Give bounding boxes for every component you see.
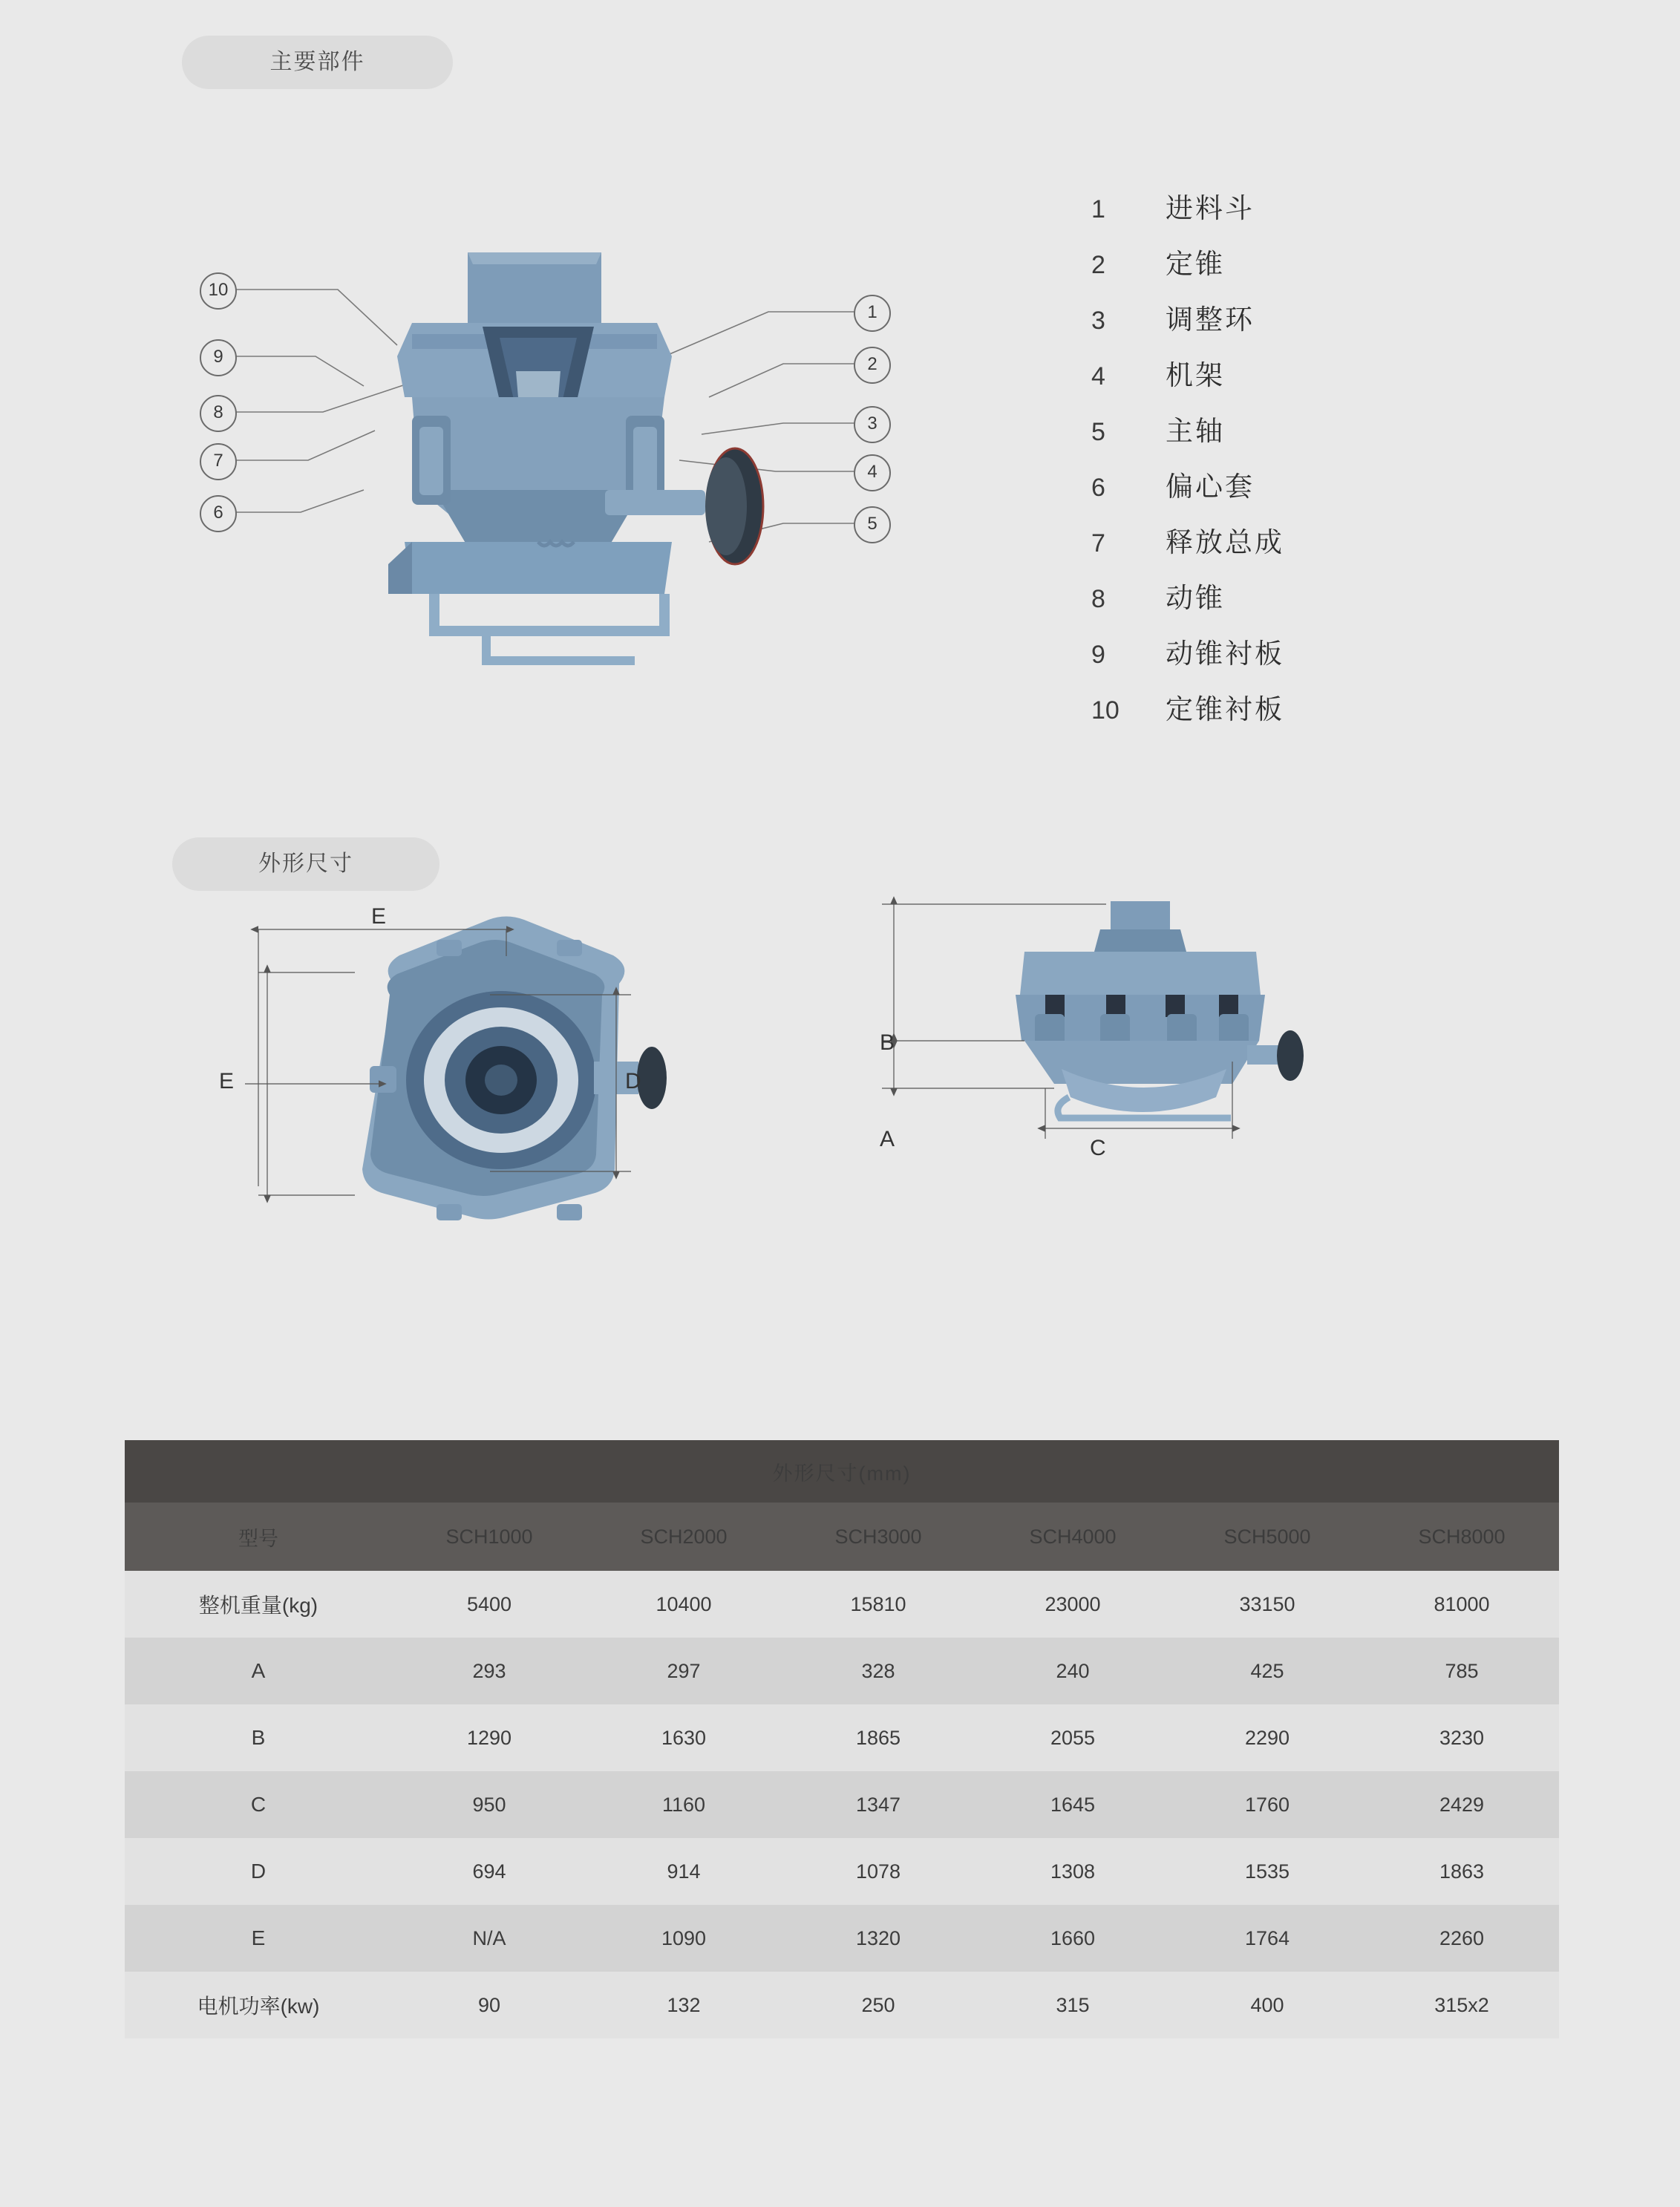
cell-power-sch3000: 250 xyxy=(781,1972,975,2038)
cell-c-sch3000: 1347 xyxy=(781,1771,975,1838)
cell-a-sch2000: 297 xyxy=(586,1638,781,1704)
table-title-unit: (mm) xyxy=(858,1462,912,1485)
column-header-sch2000: SCH2000 xyxy=(586,1503,781,1571)
legend-label: 进料斗 xyxy=(1166,193,1255,223)
cell-a-sch1000: 293 xyxy=(392,1638,586,1704)
legend-number: 10 xyxy=(1091,696,1120,725)
column-header-sch5000: SCH5000 xyxy=(1170,1503,1364,1571)
row-label-e: E xyxy=(125,1905,392,1972)
cell-weight-sch1000: 5400 xyxy=(392,1571,586,1638)
dimension-label-b: B xyxy=(880,1030,895,1055)
dimension-label-e-left: E xyxy=(219,1069,235,1093)
dimension-drawing-svg xyxy=(245,883,1507,1448)
cell-c-sch5000: 1760 xyxy=(1170,1771,1364,1838)
list-item xyxy=(1091,297,1552,353)
cell-b-sch2000: 1630 xyxy=(586,1704,781,1771)
cell-weight-sch8000: 81000 xyxy=(1364,1571,1559,1638)
dimension-label-e-top: E xyxy=(371,904,387,929)
cell-d-sch5000: 1535 xyxy=(1170,1838,1364,1905)
cell-d-sch8000: 1863 xyxy=(1364,1838,1559,1905)
dimension-label-c: C xyxy=(1090,1136,1106,1160)
cell-weight-sch2000: 10400 xyxy=(586,1571,781,1638)
dimension-drawings xyxy=(219,883,1507,1448)
cell-a-sch5000: 425 xyxy=(1170,1638,1364,1704)
cell-power-sch4000: 315 xyxy=(975,1972,1170,2038)
section-title-parts-label: 主要部件 xyxy=(269,50,365,74)
parts-legend xyxy=(1091,186,1552,742)
cell-b-sch5000: 2290 xyxy=(1170,1704,1364,1771)
legend-number: 8 xyxy=(1091,585,1105,613)
dimension-label-a: A xyxy=(880,1127,895,1151)
cell-a-sch8000: 785 xyxy=(1364,1638,1559,1704)
cell-b-sch1000: 1290 xyxy=(392,1704,586,1771)
legend-number: 2 xyxy=(1091,251,1105,279)
cell-d-sch1000: 694 xyxy=(392,1838,586,1905)
legend-number: 3 xyxy=(1091,307,1105,335)
callout-badge-10: 10 xyxy=(200,272,237,310)
dimension-label-d-right: D xyxy=(625,1069,641,1093)
column-header-sch8000: SCH8000 xyxy=(1364,1503,1559,1571)
cell-d-sch4000: 1308 xyxy=(975,1838,1170,1905)
cell-e-sch4000: 1660 xyxy=(975,1905,1170,1972)
callout-badge-4: 4 xyxy=(854,454,891,491)
legend-label: 机架 xyxy=(1166,360,1225,390)
table-title-cell xyxy=(125,1440,1559,1503)
cell-e-sch3000: 1320 xyxy=(781,1905,975,1972)
cell-d-sch2000: 914 xyxy=(586,1838,781,1905)
cutaway-illustration xyxy=(189,245,976,750)
cell-weight-sch3000: 15810 xyxy=(781,1571,975,1638)
cell-power-sch5000: 400 xyxy=(1170,1972,1364,2038)
section-title-parts xyxy=(182,36,453,89)
column-header-sch3000: SCH3000 xyxy=(781,1503,975,1571)
legend-number: 5 xyxy=(1091,418,1105,446)
dimension-spec-table xyxy=(125,1440,1559,2038)
legend-label: 调整环 xyxy=(1166,304,1255,335)
column-header-model: 型号 xyxy=(125,1503,392,1571)
callout-badge-8: 8 xyxy=(200,395,237,432)
column-header-sch4000: SCH4000 xyxy=(975,1503,1170,1571)
cell-a-sch3000: 328 xyxy=(781,1638,975,1704)
callout-badge-6: 6 xyxy=(200,495,237,532)
list-item xyxy=(1091,353,1552,408)
cell-a-sch4000: 240 xyxy=(975,1638,1170,1704)
legend-number: 9 xyxy=(1091,641,1105,669)
cell-b-sch4000: 2055 xyxy=(975,1704,1170,1771)
cell-e-sch8000: 2260 xyxy=(1364,1905,1559,1972)
row-label-motor-power: 电机功率(kw) xyxy=(125,1972,392,2038)
legend-label: 主轴 xyxy=(1166,416,1225,446)
cell-power-sch8000: 315x2 xyxy=(1364,1972,1559,2038)
callout-badge-1: 1 xyxy=(854,295,891,332)
callout-badge-9: 9 xyxy=(200,339,237,376)
legend-label: 动锥 xyxy=(1166,583,1225,613)
column-header-sch1000: SCH1000 xyxy=(392,1503,586,1571)
list-item xyxy=(1091,464,1552,520)
cell-b-sch8000: 3230 xyxy=(1364,1704,1559,1771)
cell-e-sch2000: 1090 xyxy=(586,1905,781,1972)
cell-c-sch8000: 2429 xyxy=(1364,1771,1559,1838)
cell-d-sch3000: 1078 xyxy=(781,1838,975,1905)
cell-b-sch3000: 1865 xyxy=(781,1704,975,1771)
list-item xyxy=(1091,575,1552,631)
legend-label: 定锥衬板 xyxy=(1166,694,1284,725)
cell-c-sch2000: 1160 xyxy=(586,1771,781,1838)
table-row xyxy=(125,1704,1559,1771)
list-item xyxy=(1091,520,1552,575)
legend-number: 1 xyxy=(1091,195,1105,223)
legend-number: 4 xyxy=(1091,362,1105,390)
table-title-row xyxy=(125,1440,1559,1503)
legend-label: 偏心套 xyxy=(1166,471,1255,502)
cell-c-sch1000: 950 xyxy=(392,1771,586,1838)
row-label-weight: 整机重量(kg) xyxy=(125,1571,392,1638)
legend-label: 释放总成 xyxy=(1166,527,1284,558)
table-row xyxy=(125,1571,1559,1638)
table-row xyxy=(125,1972,1559,2038)
callout-badge-2: 2 xyxy=(854,347,891,384)
list-item xyxy=(1091,408,1552,464)
section-title-dimensions-label: 外形尺寸 xyxy=(258,851,353,876)
callout-badge-3: 3 xyxy=(854,406,891,443)
legend-label: 定锥 xyxy=(1166,249,1225,279)
table-title-text: 外形尺寸 xyxy=(772,1462,859,1485)
cell-weight-sch4000: 23000 xyxy=(975,1571,1170,1638)
row-label-a: A xyxy=(125,1638,392,1704)
legend-label: 动锥衬板 xyxy=(1166,638,1284,669)
table-row xyxy=(125,1838,1559,1905)
table-row xyxy=(125,1638,1559,1704)
table-header-row xyxy=(125,1503,1559,1571)
cell-power-sch1000: 90 xyxy=(392,1972,586,2038)
list-item xyxy=(1091,186,1552,241)
row-label-c: C xyxy=(125,1771,392,1838)
cell-power-sch2000: 132 xyxy=(586,1972,781,2038)
callout-badge-7: 7 xyxy=(200,443,237,480)
cell-weight-sch5000: 33150 xyxy=(1170,1571,1364,1638)
list-item xyxy=(1091,241,1552,297)
cell-c-sch4000: 1645 xyxy=(975,1771,1170,1838)
list-item xyxy=(1091,687,1552,742)
table-row xyxy=(125,1771,1559,1838)
legend-number: 6 xyxy=(1091,474,1105,502)
table-row xyxy=(125,1905,1559,1972)
row-label-b: B xyxy=(125,1704,392,1771)
legend-number: 7 xyxy=(1091,529,1105,558)
cell-e-sch1000: N/A xyxy=(392,1905,586,1972)
list-item xyxy=(1091,631,1552,687)
row-label-d: D xyxy=(125,1838,392,1905)
cell-e-sch5000: 1764 xyxy=(1170,1905,1364,1972)
callout-badge-5: 5 xyxy=(854,506,891,543)
